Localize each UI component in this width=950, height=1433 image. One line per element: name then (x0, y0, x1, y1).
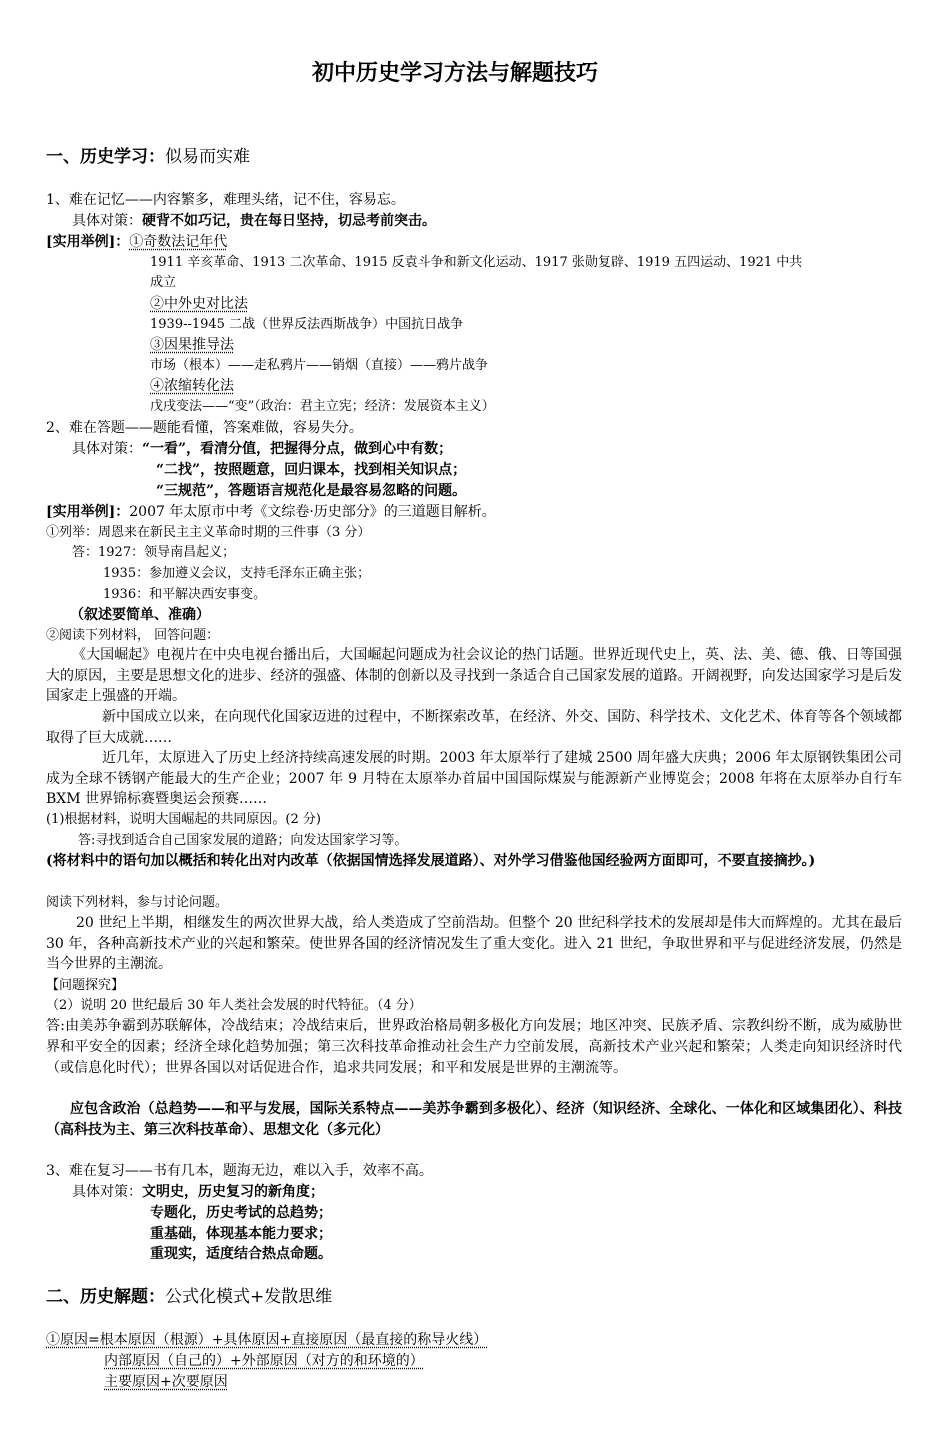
material-paragraph-2: 新中国成立以来，在向现代化国家迈进的过程中，不断探索改革，在经济、外交、国防、科学技术、文化艺术、体育等各个领域都取得了巨大成就…… (46, 709, 902, 746)
question-3: 阅读下列材料，参与讨论问题。 (46, 895, 229, 910)
answer-1-line-2: 1935：参加遵义会议，支持毛泽东正确主张； (103, 566, 371, 581)
method-4-text: 戊戌变法——“变”（政治：君主立宪；经济：发展资本主义） (150, 399, 495, 414)
measure-text: 硬背不如巧记，贵在每日坚持，切忌考前突击。 (142, 213, 436, 229)
measure-3: 重基础，体现基本能力要求； (150, 1226, 332, 1242)
answer-note-2: (将材料中的语句加以概括和转化出对内改革（依据国情选择发展道路）、对外学习借鉴他国经验两方面即可，不要直接摘抄。) (46, 853, 816, 869)
measure-2: 专题化，历史考试的总趋势； (150, 1205, 332, 1221)
method-2-text: 1939--1945 二战（世界反法西斯战争）中国抗日战争 (150, 317, 464, 332)
method-3-text: 市场（根本）——走私鸦片——销烟（直接）——鸦片战争 (150, 358, 489, 373)
method-4-title: ④浓缩转化法 (150, 378, 234, 394)
measure-2: “二找”，按照题意，回归课本，找到相关知识点； (156, 462, 467, 478)
material-paragraph-4: 20 世纪上半期，相继发生的两次世界大战，给人类造成了空前浩劫。但整个 20 世纪科学技术的发展却是伟大而辉煌的。尤其在最后 30 年，各种高新技术产业的兴起和繁荣。使世界各国的经济情况发生了重大变化。进入 21 世纪，争取世界和平与促进经济发展，仍然是当今世界的主潮流。 (46, 915, 902, 973)
example-line-1 (46, 232, 227, 252)
difficulty-3-measure (72, 1182, 324, 1202)
question-1: ①列举：周恩来在新民主主义革命时期的三件事（3 分） (46, 525, 371, 540)
answer-1-line-1: 答：1927：领导南昌起义； (72, 545, 236, 560)
difficulty-3-line: 3、难在复习——书有几本，题海无边，难以入手，效率不高。 (46, 1163, 433, 1179)
answer-note-3: 应包含政治（总趋势——和平与发展，国际关系特点——美苏争霸到多极化）、经济（知识经济、全球化、一体化和区域集团化）、科技（高科技为主、第三次科技革命）、思想文化（多元化） (46, 1101, 902, 1138)
measure-label: 具体对策： (72, 441, 142, 457)
question-2: ②阅读下列材料， 回答问题： (46, 628, 220, 643)
difficulty-2-measure (72, 439, 452, 459)
sub-answer-2: 答:由美苏争霸到苏联解体，冷战结束；冷战结束后，世界政治格局朝多极化方向发展；地区冲突、民族矛盾、宗教纠纷不断，成为威胁世界和平安全的因素；经济全球化趋势加强；第三次科技革命推动社会生产力空前发展，高新技术产业兴起和繁荣；人类走向知识经济时代（或信息化时代）；世界各国以对话促进合作，追求共同发展；和平和发展是世界的主潮流等。 (46, 1018, 902, 1076)
example-line-2 (46, 502, 496, 522)
difficulty-1-measure (72, 211, 436, 231)
page-title: 初中历史学习方法与解题技巧 (312, 60, 599, 86)
sub-answer-1: 答:寻找到适合自己国家发展的道路；向发达国家学习等。 (78, 833, 408, 848)
example-text: 2007 年太原市中考《文综卷·历史部分》的三道题目解析。 (129, 504, 496, 520)
section-1-heading-label: 一、历史学习： (46, 147, 165, 167)
method-1-text-cont: 成立 (150, 275, 177, 290)
section-2-heading (46, 1285, 332, 1309)
method-3-title: ③因果推导法 (150, 337, 234, 353)
section-1-heading (46, 145, 250, 169)
measure-3: “三规范”，答题语言规范化是最容易忽略的问题。 (156, 483, 467, 499)
answer-1-line-3: 1936：和平解决西安事变。 (103, 587, 267, 602)
section-2-heading-label: 二、历史解题： (46, 1287, 165, 1307)
formula-2: 内部原因（自己的）+外部原因（对方的和环境的） (104, 1353, 424, 1369)
difficulty-2-line: 2、难在答题——题能看懂，答案难做，容易失分。 (46, 420, 363, 436)
problem-inquiry-tag: 【问题探究】 (46, 978, 125, 993)
answer-1-note: （叙述要简单、准确） (70, 607, 210, 623)
example-label: [实用举例]： (46, 504, 130, 520)
method-1-title: ①奇数法记年代 (129, 234, 228, 250)
measure-1: 文明史，历史复习的新角度； (142, 1184, 324, 1200)
section-2-heading-subtitle: 公式化模式+发散思维 (165, 1287, 333, 1307)
measure-label: 具体对策： (72, 213, 142, 229)
difficulty-1-line: 1、难在记忆——内容繁多，难理头绪，记不住，容易忘。 (46, 192, 405, 208)
example-label: [实用举例]： (46, 234, 130, 250)
method-1-text: 1911 辛亥革命、1913 二次革命、1915 反袁斗争和新文化运动、1917 张勋复辟、1919 五四运动、1921 中共 (150, 255, 803, 270)
method-2-title: ②中外史对比法 (150, 296, 248, 312)
formula-3: 主要原因+次要原因 (104, 1374, 228, 1390)
section-1-heading-subtitle: 似易而实难 (165, 147, 250, 167)
formula-1: ①原因=根本原因（根源）+具体原因+直接原因（最直接的称导火线） (46, 1332, 488, 1348)
sub-question-1: (1)根据材料，说明大国崛起的共同原因。(2 分) (46, 812, 321, 827)
measure-4: 重现实，适度结合热点命题。 (150, 1246, 332, 1262)
measure-label: 具体对策： (72, 1184, 142, 1200)
measure-1: “一看”，看清分值，把握得分点，做到心中有数； (142, 441, 453, 457)
material-paragraph-3: 近几年，太原进入了历史上经济持续高速发展的时期。2003 年太原举行了建城 2500 周年盛大庆典；2006 年太原钢铁集团公司成为全球不锈钢产能最大的生产企业；2007 年 9 月特在太原举办首届中国国际煤炭与能源新产业博览会；2008 年将在太原举办自行车 BXM 世界锦标赛暨奥运会预赛…… (46, 750, 902, 808)
material-paragraph-1: 《大国崛起》电视片在中央电视台播出后，大国崛起问题成为社会议论的热门话题。世界近现代史上，英、法、美、德、俄、日等国强大的原因，主要是思想文化的进步、经济的强盛、体制的创新以及寻找到一条适合自己国家发展的道路。开阔视野，向发达国家学习是后发国家走上强盛的开端。 (46, 647, 902, 705)
sub-question-2: （2）说明 20 世纪最后 30 年人类社会发展的时代特征。（4 分） (46, 998, 422, 1013)
